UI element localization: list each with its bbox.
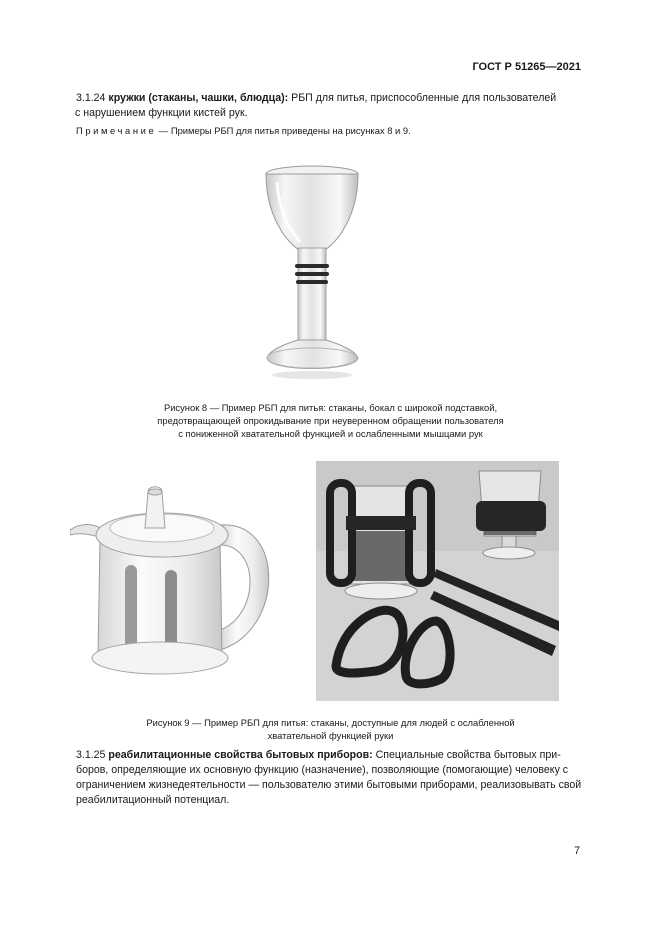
section-3-1-24-line1 — [76, 91, 582, 106]
note-label: Примечание — [76, 125, 157, 136]
note — [76, 125, 411, 136]
figure9-caption-line1: Рисунок 9 — Пример РБП для питья: стаканы, доступные для людей с ослабленной — [146, 717, 515, 728]
figure8-caption-line1: Рисунок 8 — Пример РБП для питья: стаканы, бокал с широкой подставкой, — [163, 402, 498, 413]
section-3-1-25-line2: боров, определяющие их основную функцию (назначение), позволяющие (помогающие) человеку с — [76, 764, 569, 776]
document-standard-header: ГОСТ Р 51265—2021 — [472, 61, 581, 73]
page-number: 7 — [574, 845, 580, 857]
term-rehab-properties: реабилитационные свойства бытовых приборов: — [108, 749, 373, 761]
figure9-glass-holders-photo — [316, 461, 559, 701]
figure8-caption — [100, 401, 561, 440]
figure9-caption-line2: хватательной функцией руки — [267, 730, 394, 741]
note-text: — Примеры РБП для питья приведены на рисунках 8 и 9. — [158, 125, 411, 136]
figure8-caption-line3: с пониженной хватательной функцией и ослабленными мышцами рук — [178, 428, 483, 439]
section-3-1-25-line3: ограничением жизнедеятельности — пользователю этими бытовыми приборами, реализовывать свой — [76, 779, 582, 791]
section-3-1-25 — [76, 748, 582, 808]
section-3-1-24-line2: с нарушением функции кистей рук. — [75, 107, 248, 119]
section-3-1-25-line1 — [76, 748, 582, 763]
figure9-sippy-mug-image — [70, 480, 285, 680]
section-number: 3.1.25 — [76, 749, 106, 761]
section-3-1-24 — [76, 91, 582, 121]
definition-text: Специальные свойства бытовых при- — [375, 749, 561, 761]
figure8-caption-line2: предотвращающей опрокидывание при неуверенном обращении пользователя — [157, 415, 504, 426]
section-3-1-25-line4: реабилитационный потенциал. — [76, 794, 230, 806]
figure9-caption — [100, 716, 561, 742]
figure8-glass-image — [255, 160, 380, 385]
section-number: 3.1.24 — [76, 92, 106, 104]
term-cups: кружки (стаканы, чашки, блюдца): — [108, 92, 289, 104]
definition-text: РБП для питья, приспособленные для пользователей — [291, 92, 557, 104]
